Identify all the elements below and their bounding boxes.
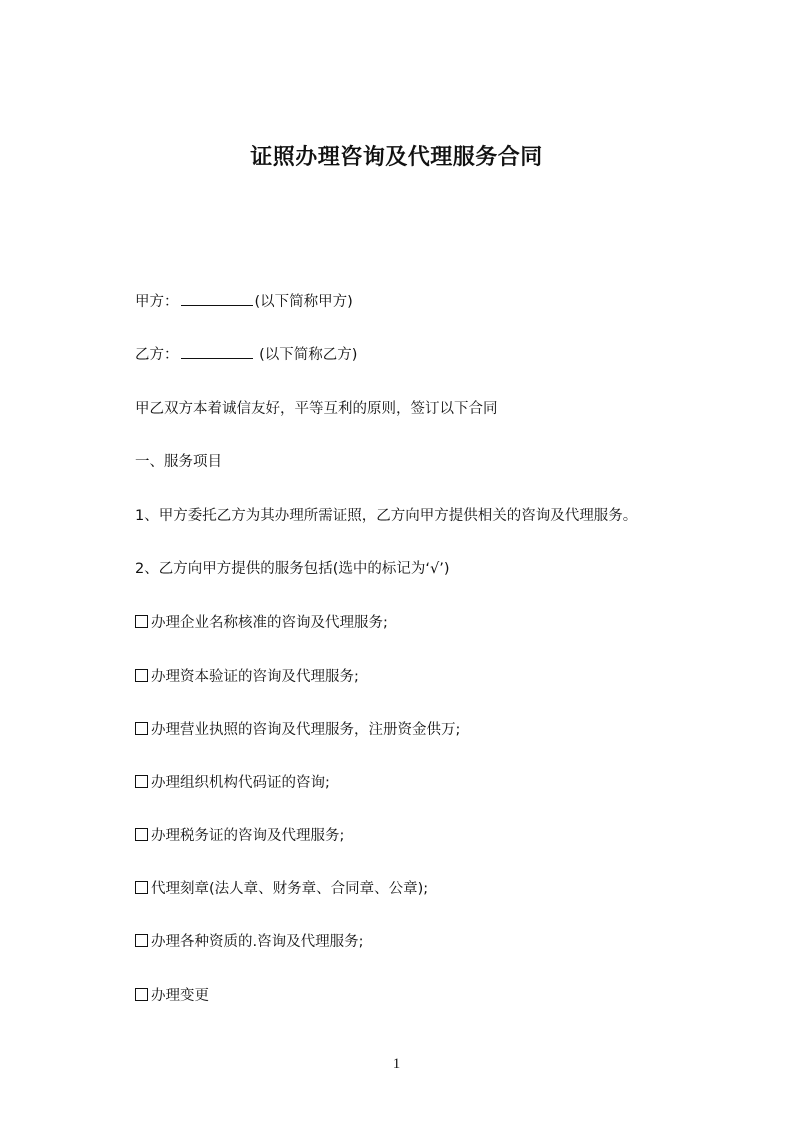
- item-1-paragraph: 1、甲方委托乙方为其办理所需证照，乙方向甲方提供相关的咨询及代理服务。: [135, 508, 638, 524]
- option-line: [135, 826, 344, 846]
- party-b-prefix: 乙方：: [135, 347, 179, 363]
- section-1-heading: 一、服务项目: [135, 454, 222, 470]
- option-label: 办理组织机构代码证的咨询;: [151, 775, 330, 791]
- option-line: [135, 720, 460, 740]
- option-label: 办理企业名称核准的咨询及代理服务;: [151, 615, 388, 631]
- checkbox-icon: [135, 988, 148, 1001]
- checkbox-icon: [135, 615, 148, 628]
- party-a-line: [135, 291, 353, 312]
- party-a-blank: [181, 291, 253, 306]
- intro-paragraph: 甲乙双方本着诚信友好，平等互利的原则，签订以下合同: [135, 401, 498, 417]
- party-b-blank: [181, 344, 253, 359]
- option-label: 办理变更: [151, 988, 209, 1004]
- option-line: [135, 667, 359, 687]
- checkbox-icon: [135, 669, 148, 682]
- option-label: 办理各种资质的.咨询及代理服务;: [151, 934, 364, 950]
- option-label: 办理税务证的咨询及代理服务;: [151, 828, 345, 844]
- checkbox-icon: [135, 828, 148, 841]
- party-a-suffix: (以下简称甲方): [254, 294, 353, 310]
- party-b-line: [135, 344, 357, 365]
- option-line: [135, 879, 428, 899]
- option-line: [135, 613, 388, 633]
- option-label: 办理资本验证的咨询及代理服务;: [151, 669, 359, 685]
- page-number: 1: [392, 1056, 401, 1072]
- checkbox-icon: [135, 881, 148, 894]
- option-label: 办理营业执照的咨询及代理服务，注册资金供万;: [151, 722, 461, 738]
- checkbox-icon: [135, 934, 148, 947]
- option-line: [135, 932, 364, 952]
- option-label: 代理刻章(法人章、财务章、合同章、公章);: [151, 881, 429, 897]
- option-line: [135, 773, 330, 793]
- item-2-paragraph: 2、乙方向甲方提供的服务包括(选中的标记为‘√’): [135, 561, 450, 577]
- party-b-suffix: (以下简称乙方): [254, 347, 358, 363]
- party-a-prefix: 甲方：: [135, 294, 179, 310]
- checkbox-icon: [135, 722, 148, 735]
- option-line: [135, 986, 209, 1006]
- checkbox-icon: [135, 775, 148, 788]
- document-title: 证照办理咨询及代理服务合同: [250, 145, 543, 170]
